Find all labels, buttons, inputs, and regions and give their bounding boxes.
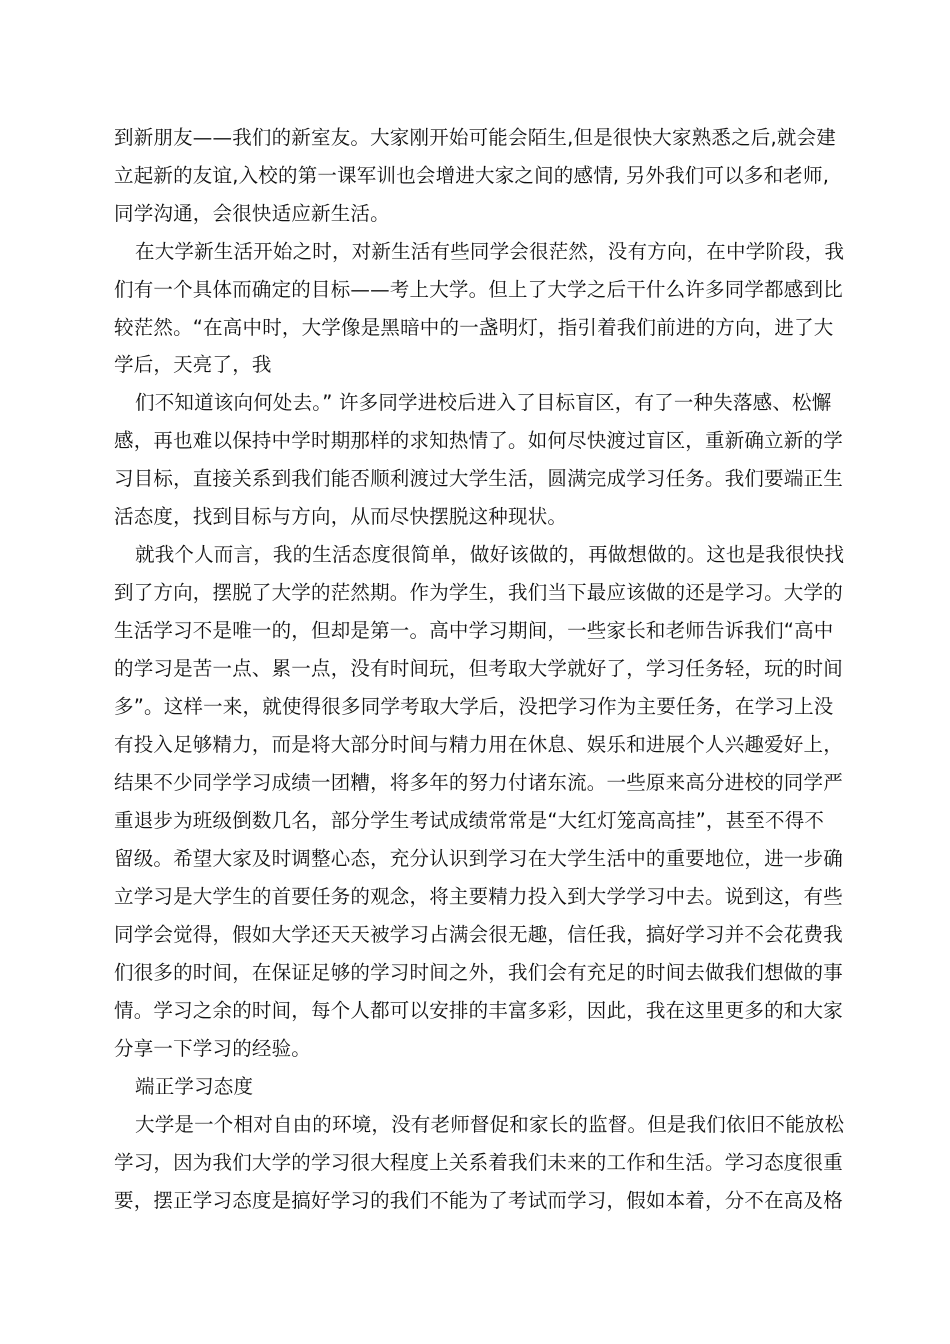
text-line: 学后，天亮了，我 (114, 353, 272, 376)
text-line: 们有一个具体而确定的目标——考上大学。但上了大学之后干什么许多同学都感到比 (114, 278, 843, 301)
text-line: 留级。希望大家及时调整心态，充分认识到学习在大学生活中的重要地位，进一步确 (114, 847, 843, 870)
text-line: 们不知道该向何处去。” 许多同学进校后进入了目标盲区，有了一种失落感、松懈 (135, 391, 832, 414)
text-line: 要，摆正学习态度是搞好学习的我们不能为了考试而学习，假如本着，分不在高及格 (114, 1189, 843, 1212)
text-line: 大学是一个相对自由的环境，没有老师督促和家长的监督。但是我们依旧不能放松 (135, 1113, 845, 1136)
text-line: 同学沟通，会很快适应新生活。 (114, 202, 390, 225)
text-line: 重退步为班级倒数几名，部分学生考试成绩常常是“大红灯笼高高挂”，甚至不得不 (114, 809, 825, 832)
text-line: 生活学习不是唯一的，但却是第一。高中学习期间，一些家长和老师告诉我们“高中 (114, 619, 834, 642)
text-line: 在大学新生活开始之时，对新生活有些同学会很茫然，没有方向，在中学阶段，我 (135, 240, 845, 263)
text-line: 们很多的时间，在保证足够的学习时间之外，我们会有充足的时间去做我们想做的事 (114, 961, 843, 984)
text-line: 分享一下学习的经验。 (114, 1037, 312, 1060)
text-line: 感，再也难以保持中学时期那样的求知热情了。如何尽快渡过盲区，重新确立新的学 (114, 429, 843, 452)
text-line: 情。学习之余的时间，每个人都可以安排的丰富多彩，因此，我在这里更多的和大家 (114, 999, 843, 1022)
text-line: 较茫然。“在高中时，大学像是黑暗中的一盏明灯，指引着我们前进的方向，进了大 (114, 316, 834, 339)
text-line: 立起新的友谊,入校的第一课军训也会增进大家之间的感情, 另外我们可以多和老师, (114, 164, 830, 187)
text-line: 立学习是大学生的首要任务的观念，将主要精力投入到大学学习中去。说到这，有些 (114, 885, 843, 908)
text-line: 就我个人而言，我的生活态度很简单，做好该做的，再做想做的。这也是我很快找 (135, 543, 845, 566)
text-line: 习目标，直接关系到我们能否顺利渡过大学生活，圆满完成学习任务。我们要端正生 (114, 467, 843, 490)
text-line: 多”。这样一来，就使得很多同学考取大学后，没把学习作为主要任务，在学习上没 (114, 695, 834, 718)
section-heading: 端正学习态度 (135, 1075, 254, 1098)
text-line: 到了方向，摆脱了大学的茫然期。作为学生，我们当下最应该做的还是学习。大学的 (114, 581, 843, 604)
text-line: 结果不少同学学习成绩一团糟，将多年的努力付诸东流。一些原来高分进校的同学严 (114, 771, 843, 794)
text-line: 的学习是苦一点、累一点，没有时间玩，但考取大学就好了，学习任务轻，玩的时间 (114, 657, 843, 680)
text-line: 有投入足够精力，而是将大部分时间与精力用在休息、娱乐和进展个人兴趣爱好上， (114, 733, 843, 756)
text-line: 到新朋友——我们的新室友。大家刚开始可能会陌生,但是很快大家熟悉之后,就会建 (114, 126, 836, 149)
text-line: 活态度，找到目标与方向，从而尽快摆脱这种现状。 (114, 505, 568, 528)
text-line: 同学会觉得，假如大学还天天被学习占满会很无趣，信任我，搞好学习并不会花费我 (114, 923, 843, 946)
text-line: 学习，因为我们大学的学习很大程度上关系着我们未来的工作和生活。学习态度很重 (114, 1151, 843, 1174)
